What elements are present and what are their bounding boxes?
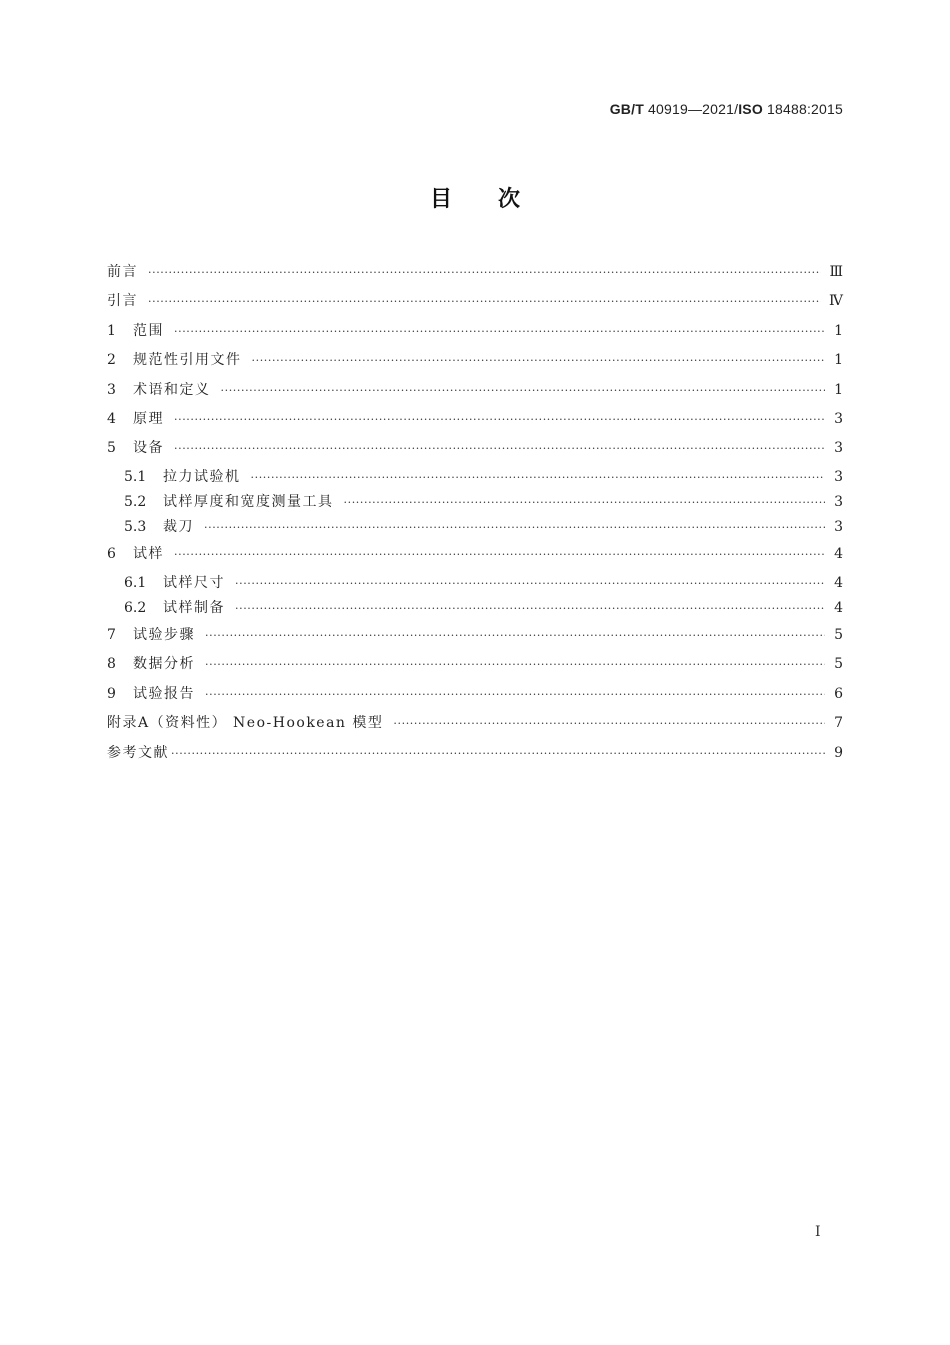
toc-entry-normative-references[interactable]: [107, 346, 843, 375]
toc-entry-number: 6.2: [124, 599, 147, 616]
toc-entry-principle[interactable]: [107, 405, 843, 434]
toc-entry-label: 附录A（资料性） Neo-Hookean 模型: [107, 715, 384, 732]
standard-header: [610, 101, 843, 117]
toc-entry-page: 3: [834, 493, 843, 510]
dot-leader: [174, 405, 825, 434]
toc-entry-label: 试样厚度和宽度测量工具: [163, 493, 334, 510]
toc-entry-label: 试样: [133, 546, 164, 563]
toc-entry-measuring-tools[interactable]: [107, 490, 843, 515]
toc-entry-label: 参考文献: [107, 744, 169, 761]
toc-entry-test-report[interactable]: [107, 680, 843, 709]
dot-leader: [205, 621, 825, 650]
toc-entry-number: 6.1: [124, 574, 147, 591]
toc-entry-test-piece-preparation[interactable]: [107, 596, 843, 621]
toc-entry-page: 4: [834, 599, 843, 616]
standard-number: 40919—2021/: [648, 101, 739, 117]
toc-entry-label: 数据分析: [133, 656, 195, 673]
toc-entry-cutter[interactable]: [107, 515, 843, 540]
toc-entry-label: 试样制备: [163, 599, 225, 616]
toc-entry-page: 4: [834, 574, 843, 591]
toc-entry-page: 9: [834, 744, 843, 761]
dot-leader: [174, 434, 825, 463]
toc-entry-page: 1: [834, 381, 843, 398]
toc-entry-page: Ⅲ: [829, 264, 843, 280]
toc-entry-label: 术语和定义: [133, 381, 211, 398]
toc-entry-foreword[interactable]: [107, 258, 843, 287]
toc-entry-number: 6: [107, 546, 116, 563]
toc-entry-number: 2: [107, 352, 116, 369]
toc-entry-label: 设备: [133, 440, 164, 457]
dot-leader: [174, 540, 825, 569]
toc-entry-page: 3: [834, 440, 843, 457]
toc-entry-number: 3: [107, 381, 116, 398]
dot-leader: [251, 465, 826, 490]
toc-entry-bibliography[interactable]: [107, 739, 843, 768]
dot-leader: [205, 680, 825, 709]
dot-leader: [148, 287, 821, 316]
toc-entry-tensile-machine[interactable]: [107, 465, 843, 490]
toc-entry-number: 1: [107, 322, 116, 339]
toc-entry-page: 3: [834, 519, 843, 536]
toc-entry-number: 9: [107, 685, 116, 702]
dot-leader: [252, 346, 826, 375]
toc-entry-annex-a[interactable]: [107, 709, 843, 738]
toc-entry-terms-definitions[interactable]: [107, 376, 843, 405]
dot-leader: [235, 596, 825, 621]
toc-entry-page: 5: [834, 627, 843, 644]
toc-entry-page: 3: [834, 410, 843, 427]
toc-entry-introduction[interactable]: [107, 287, 843, 316]
dot-leader: [221, 376, 826, 405]
toc-entry-label: 拉力试验机: [163, 468, 241, 485]
toc-entry-label: 试样尺寸: [163, 574, 225, 591]
toc-entry-page: 6: [834, 685, 843, 702]
toc-entry-number: 4: [107, 410, 116, 427]
toc-entry-label: 裁刀: [163, 519, 194, 536]
iso-code: ISO: [738, 101, 763, 117]
toc-entry-test-procedure[interactable]: [107, 621, 843, 650]
toc-entry-page: 4: [834, 546, 843, 563]
toc-entry-label: 试验报告: [133, 685, 195, 702]
table-of-contents: [107, 258, 843, 768]
toc-entry-test-pieces[interactable]: [107, 540, 843, 569]
standard-code: GB/T: [609, 101, 644, 117]
dot-leader: [174, 317, 825, 346]
dot-leader: [148, 258, 821, 287]
dot-leader: [171, 739, 825, 768]
toc-entry-label: 引言: [107, 293, 138, 310]
page-title: 目次: [429, 187, 566, 212]
toc-entry-number: 5.3: [124, 519, 147, 536]
toc-entry-number: 7: [107, 627, 116, 644]
dot-leader: [205, 650, 825, 679]
toc-entry-label: 试验步骤: [133, 627, 195, 644]
toc-entry-page: 3: [834, 468, 843, 485]
dot-leader: [393, 709, 825, 738]
toc-entry-number: 5: [107, 440, 116, 457]
iso-number: 18488:2015: [767, 101, 843, 117]
toc-entry-label: 规范性引用文件: [133, 352, 242, 369]
page-folio: I: [815, 1224, 821, 1240]
toc-entry-number: 8: [107, 656, 116, 673]
toc-entry-page: 1: [834, 352, 843, 369]
toc-entry-test-piece-dimensions[interactable]: [107, 571, 843, 596]
dot-leader: [235, 571, 825, 596]
dot-leader: [344, 490, 826, 515]
toc-entry-label: 前言: [107, 264, 138, 280]
toc-entry-page: Ⅳ: [829, 293, 843, 310]
toc-entry-scope[interactable]: [107, 317, 843, 346]
toc-entry-page: 1: [834, 322, 843, 339]
toc-entry-number: 5.1: [124, 468, 147, 485]
toc-entry-page: 7: [834, 715, 843, 732]
toc-entry-label: 范围: [133, 322, 164, 339]
dot-leader: [204, 515, 825, 540]
toc-entry-data-analysis[interactable]: [107, 650, 843, 679]
toc-entry-apparatus[interactable]: [107, 434, 843, 463]
toc-entry-page: 5: [834, 656, 843, 673]
toc-entry-number: 5.2: [124, 493, 147, 510]
toc-entry-label: 原理: [133, 410, 164, 427]
